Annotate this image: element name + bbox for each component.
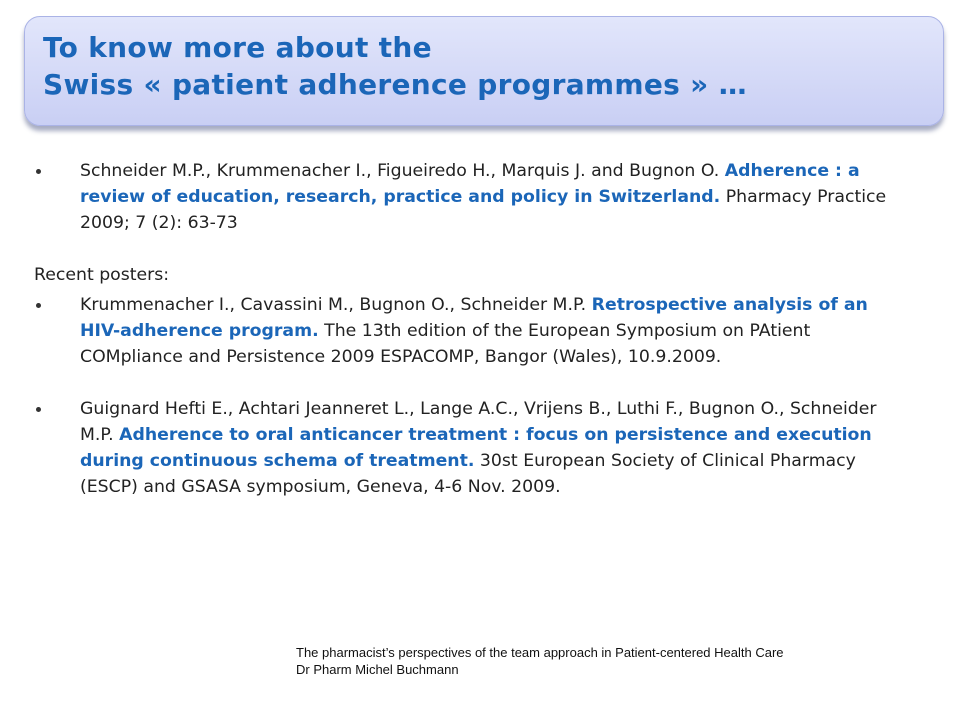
title-line-1: To know more about the xyxy=(43,31,432,64)
title-banner xyxy=(24,16,944,126)
footer-author: Dr Pharm Michel Buchmann xyxy=(296,662,459,677)
bullet-icon xyxy=(36,169,41,174)
poster-title: Retrospective analysis of an HIV-adherence program. xyxy=(80,295,868,341)
footer-presentation-title: The pharmacist’s perspectives of the team approach in Patient-centered Health Care xyxy=(296,645,784,660)
posters-heading: Recent posters: xyxy=(34,265,170,285)
poster-title: Adherence to oral anticancer treatment : focus on persistence and execution during continuous schema of treatment. xyxy=(80,425,872,471)
poster-item xyxy=(34,396,914,500)
reference-item xyxy=(34,158,914,236)
bullet-icon xyxy=(36,303,41,308)
bullet-icon xyxy=(36,407,41,412)
slide-footer xyxy=(296,644,784,678)
slide-title xyxy=(43,29,925,103)
slide-body xyxy=(34,158,914,500)
poster-source: The 13th edition of the European Symposium on PAtient COMpliance and Persistence 2009 ESPACOMP, Bangor (Wales), 10.9.2009. xyxy=(80,321,811,367)
poster-authors: Krummenacher I., Cavassini M., Bugnon O., Schneider M.P. xyxy=(80,295,592,315)
spacer xyxy=(34,370,914,396)
reference-source: Pharmacy Practice 2009; 7 (2): 63-73 xyxy=(80,187,887,233)
poster-item xyxy=(34,292,914,370)
reference-title: Adherence : a review of education, research, practice and policy in Switzerland. xyxy=(80,161,860,207)
poster-source: 30st European Society of Clinical Pharmacy (ESCP) and GSASA symposium, Geneva, 4-6 Nov. 2009. xyxy=(80,451,856,497)
reference-authors: Schneider M.P., Krummenacher I., Figueiredo H., Marquis J. and Bugnon O. xyxy=(80,161,725,181)
title-line-2: Swiss « patient adherence programmes » … xyxy=(43,68,747,101)
poster-authors: Guignard Hefti E., Achtari Jeanneret L., Lange A.C., Vrijens B., Luthi F., Bugnon O., Schneider M.P. xyxy=(80,399,877,445)
